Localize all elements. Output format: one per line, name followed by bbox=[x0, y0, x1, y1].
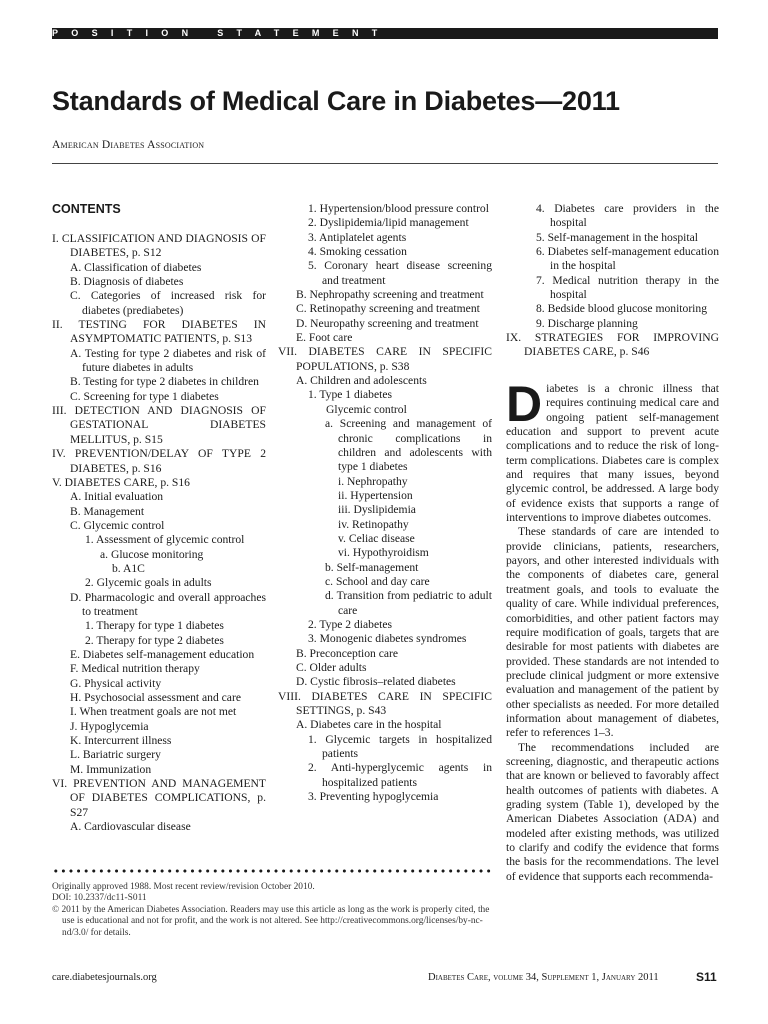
intro-text: iabetes is a chronic illness that requires continuing medical care and ongoing patient self-management education and support to prevent acute complications and to reduce the risk of long-term complications. Diabetes care is complex and requires that many issues, beyond glycemic control, be addressed. A large body of evidence exists that supports a range of interventions to improve diabetes outcomes. bbox=[506, 382, 719, 525]
intro-paragraph bbox=[506, 376, 719, 525]
toc-entry: 2. Glycemic goals in adults bbox=[85, 576, 212, 590]
toc-entry: 3. Antiplatelet agents bbox=[308, 230, 407, 244]
toc-entry: 8. Bedside blood glucose monitoring bbox=[536, 302, 707, 316]
toc-entry: iii. Dyslipidemia bbox=[338, 503, 416, 517]
toc-entry: C. Screening for type 1 diabetes bbox=[70, 389, 219, 403]
toc-entry: D. Cystic fibrosis–related diabetes bbox=[296, 675, 456, 689]
toc-entry: 1. Assessment of glycemic control bbox=[85, 533, 245, 547]
toc-entry: IV. PREVENTION/DELAY OF TYPE 2 DIABETES, p. S16 bbox=[52, 447, 266, 475]
toc-entry: M. Immunization bbox=[70, 762, 152, 776]
toc-entry: i. Nephropathy bbox=[338, 474, 408, 488]
toc-entry: B. Testing for type 2 diabetes in children bbox=[70, 375, 259, 389]
toc-entry: A. Classification of diabetes bbox=[70, 260, 202, 274]
journal-url[interactable]: care.diabetesjournals.org bbox=[52, 972, 157, 983]
journal-citation: Diabetes Care, volume 34, Supplement 1, January 2011 bbox=[428, 972, 659, 983]
section-label: POSITION STATEMENT bbox=[52, 28, 391, 38]
toc-entry: b. A1C bbox=[112, 561, 145, 575]
toc-entry: I. CLASSIFICATION AND DIAGNOSIS OF DIABETES, p. S12 bbox=[52, 232, 266, 260]
toc-entry: 1. Type 1 diabetes bbox=[308, 388, 392, 402]
toc-entry: II. TESTING FOR DIABETES IN ASYMPTOMATIC PATIENTS, p. S13 bbox=[52, 318, 266, 346]
toc-entry: J. Hypoglycemia bbox=[70, 719, 149, 733]
toc-column-3 bbox=[506, 202, 719, 360]
drop-cap: D bbox=[506, 376, 543, 432]
toc-entry: A. Children and adolescents bbox=[296, 374, 427, 388]
toc-entry: 3. Preventing hypoglycemia bbox=[308, 790, 439, 804]
doi-note: DOI: 10.2337/dc11-S011 bbox=[52, 893, 147, 904]
toc-entry: H. Psychosocial assessment and care bbox=[70, 691, 241, 704]
toc-entry: B. Diagnosis of diabetes bbox=[70, 275, 184, 289]
toc-entry: C. Categories of increased risk for diabetes (prediabetes) bbox=[70, 289, 266, 317]
toc-entry: 1. Therapy for type 1 diabetes bbox=[85, 619, 224, 633]
toc-entry: A. Testing for type 2 diabetes and risk of future diabetes in adults bbox=[70, 346, 266, 375]
toc-entry: B. Nephropathy screening and treatment bbox=[296, 288, 484, 302]
toc-entry: a. Screening and management of chronic complications in children and adolescents with type 1 diabetes bbox=[325, 417, 492, 474]
article-title: Standards of Medical Care in Diabetes—2011 bbox=[52, 86, 620, 116]
toc-entry: 9. Discharge planning bbox=[536, 316, 638, 330]
dotted-divider bbox=[52, 869, 492, 873]
toc-entry: V. DIABETES CARE, p. S16 bbox=[52, 475, 190, 489]
toc-entry: A. Initial evaluation bbox=[70, 490, 164, 504]
author-organization: American Diabetes Association bbox=[52, 139, 205, 151]
toc-entry: 3. Monogenic diabetes syndromes bbox=[308, 632, 467, 646]
standards-paragraph: These standards of care are intended to provide clinicians, patients, researchers, payors, and other interested individuals with the components of diabetes care, general treatment goals, and tools to evaluate the quality of care. While individual preferences, comorbidities, and other patient factors may require modification of goals, targets that are desirable for most patients with diabetes are provided. These standards are not intended to preclude clinical judgment or more extensive evaluation and management of the patient by other specialists as needed. For more detailed information about management of diabetes, refer to references 1–3. bbox=[506, 525, 719, 740]
toc-entry: 2. Type 2 diabetes bbox=[308, 617, 392, 631]
toc-entry: 2. Anti-hyperglycemic agents in hospitalized patients bbox=[308, 761, 492, 789]
toc-entry: G. Physical activity bbox=[70, 676, 162, 690]
toc-entry: D. Neuropathy screening and treatment bbox=[296, 316, 479, 330]
toc-entry: III. DETECTION AND DIAGNOSIS OF GESTATIONAL DIABETES MELLITUS, p. S15 bbox=[52, 404, 266, 446]
toc-entry: 5. Self-management in the hospital bbox=[536, 230, 698, 244]
toc-entry: A. Diabetes care in the hospital bbox=[296, 718, 442, 732]
toc-entry: L. Bariatric surgery bbox=[70, 748, 161, 762]
toc-entry: d. Transition from pediatric to adult care bbox=[325, 589, 492, 617]
toc-entry: C. Glycemic control bbox=[70, 518, 165, 532]
recommendations-paragraph: The recommendations included are screening, diagnostic, and therapeutic actions that are known or believed to favorably affect health outcomes of patients with diabetes. A grading system (Table 1), developed by the American Diabetes Association (ADA) and modeled after existing methods, was utilized to clarify and codify the evidence that forms the basis for the recommendations. The level of evidence that supports each recommenda- bbox=[506, 740, 719, 883]
toc-entry: A. Cardiovascular disease bbox=[70, 820, 191, 834]
toc-entry: C. Older adults bbox=[296, 661, 367, 674]
toc-entry: 6. Diabetes self-management education in the hospital bbox=[536, 245, 719, 273]
toc-column-2 bbox=[278, 202, 492, 804]
contents-heading: CONTENTS bbox=[52, 202, 121, 216]
toc-entry: iv. Retinopathy bbox=[338, 517, 409, 531]
toc-entry: VIII. DIABETES CARE IN SPECIFIC SETTINGS, p. S43 bbox=[278, 689, 492, 718]
toc-entry: D. Pharmacologic and overall approaches to treatment bbox=[70, 590, 266, 618]
toc-entry: C. Retinopathy screening and treatment bbox=[296, 302, 480, 316]
toc-entry: 1. Hypertension/blood pressure control bbox=[308, 202, 489, 215]
toc-entry: vi. Hypothyroidism bbox=[338, 546, 429, 560]
approval-note: Originally approved 1988. Most recent review/revision October 2010. bbox=[52, 882, 315, 892]
toc-entry: VI. PREVENTION AND MANAGEMENT OF DIABETES COMPLICATIONS, p. S27 bbox=[52, 777, 266, 819]
toc-entry: I. When treatment goals are not met bbox=[70, 705, 237, 719]
footnotes bbox=[52, 882, 494, 939]
toc-entry: 5. Coronary heart disease screening and treatment bbox=[308, 259, 492, 287]
toc-entry: IX. STRATEGIES FOR IMPROVING DIABETES CARE, p. S46 bbox=[506, 331, 719, 359]
toc-column-1 bbox=[52, 232, 266, 834]
toc-entry: E. Foot care bbox=[296, 331, 353, 345]
toc-entry: c. School and day care bbox=[325, 574, 430, 588]
toc-entry: E. Diabetes self-management education bbox=[70, 647, 255, 661]
toc-entry: 2. Dyslipidemia/lipid management bbox=[308, 216, 469, 230]
toc-entry: a. Glucose monitoring bbox=[100, 547, 204, 561]
toc-entry: ii. Hypertension bbox=[338, 488, 413, 502]
toc-entry: 7. Medical nutrition therapy in the hospital bbox=[536, 273, 719, 302]
toc-entry: Glycemic control bbox=[326, 402, 407, 416]
header-divider bbox=[52, 163, 718, 164]
toc-entry: 4. Diabetes care providers in the hospital bbox=[536, 202, 719, 230]
copyright-note: © 2011 by the American Diabetes Association. Readers may use this article as long as the work is properly cited, the use is educational and not for profit, and the work is not altered. See http://creativecommons.org/licenses/by-nc-nd/3.0/ for details. bbox=[52, 904, 490, 938]
toc-entry: K. Intercurrent illness bbox=[70, 734, 172, 748]
toc-entry: VII. DIABETES CARE IN SPECIFIC POPULATIONS, p. S38 bbox=[278, 345, 492, 373]
toc-entry: 1. Glycemic targets in hospitalized patients bbox=[308, 732, 492, 761]
toc-entry: B. Management bbox=[70, 504, 145, 518]
toc-entry: 4. Smoking cessation bbox=[308, 245, 407, 259]
page-number: S11 bbox=[696, 970, 717, 984]
article-body bbox=[506, 376, 719, 884]
toc-entry: F. Medical nutrition therapy bbox=[70, 662, 200, 676]
toc-entry: 2. Therapy for type 2 diabetes bbox=[85, 633, 224, 647]
toc-entry: B. Preconception care bbox=[296, 646, 399, 660]
toc-entry: b. Self-management bbox=[325, 560, 419, 574]
toc-entry: v. Celiac disease bbox=[338, 531, 415, 545]
